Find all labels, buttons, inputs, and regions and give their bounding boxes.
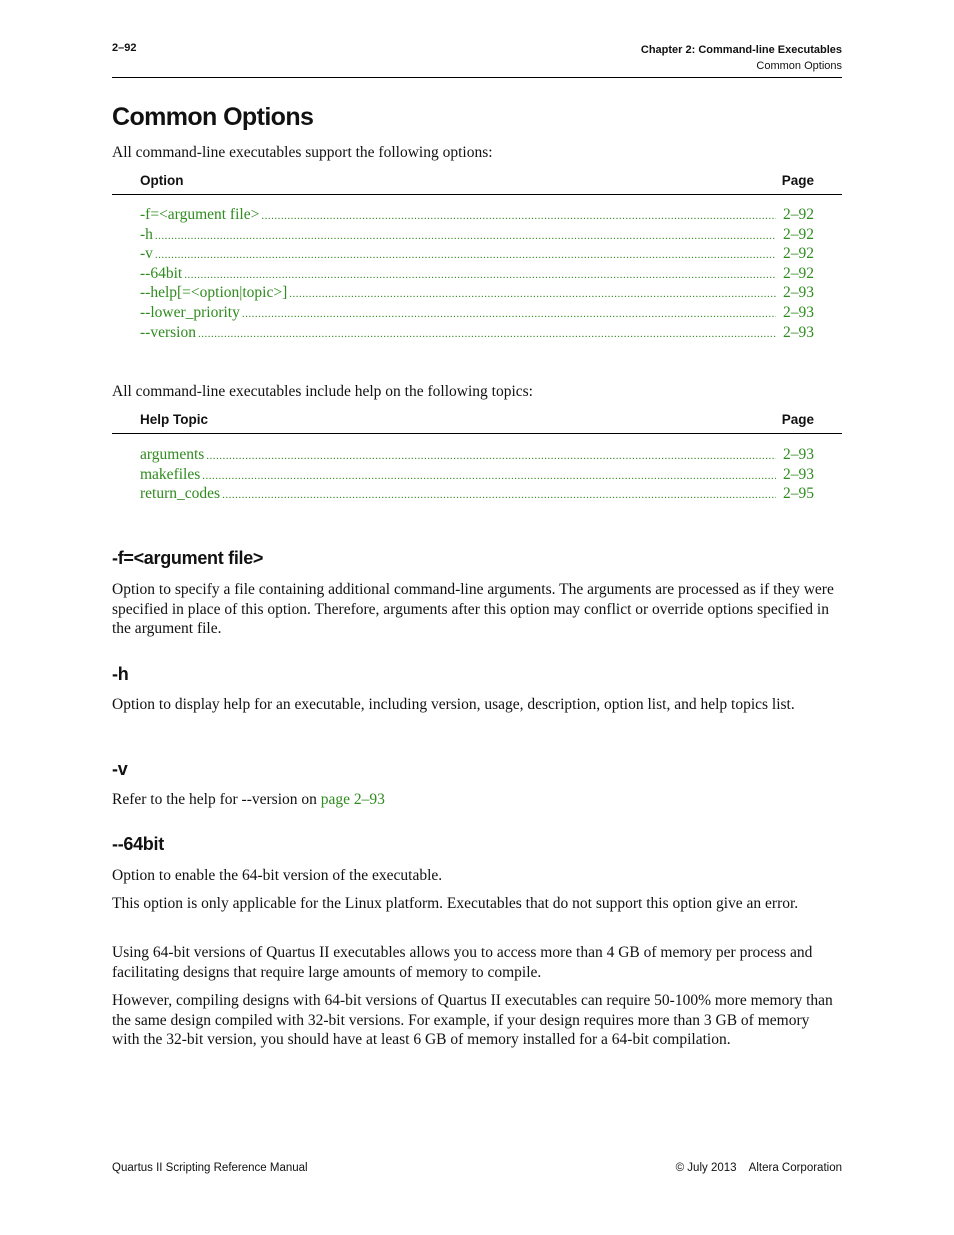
footer-copyright: © July 2013 Altera Corporation bbox=[675, 1162, 842, 1174]
running-header bbox=[641, 42, 842, 74]
col-page: Page bbox=[781, 412, 814, 427]
list-item[interactable]: -f=<argument file> ..... 2–92 bbox=[140, 206, 814, 226]
col-option: Option bbox=[140, 173, 184, 188]
options-table-header bbox=[140, 173, 814, 188]
section-body-64bit-1: Option to enable the 64-bit version of the executable. bbox=[112, 867, 443, 884]
section-heading-64bit: --64bit bbox=[112, 834, 164, 854]
page-number: 2–92 bbox=[112, 42, 137, 54]
section-body-64bit-2: This option is only applicable for the Linux platform. Executables that do not support this option give an error. bbox=[112, 895, 799, 912]
section-title: Common Options bbox=[756, 60, 842, 72]
section-heading-f: -f=<argument file> bbox=[112, 548, 264, 568]
list-item[interactable]: makefiles ..... 2–93 bbox=[140, 466, 814, 486]
list-item[interactable]: --64bit ..... 2–92 bbox=[140, 265, 814, 285]
list-item[interactable]: -h ..... 2–92 bbox=[140, 226, 814, 246]
list-item[interactable]: -v ..... 2–92 bbox=[140, 245, 814, 265]
topics-list bbox=[140, 446, 814, 505]
section-body-64bit-3: Using 64-bit versions of Quartus II executables allows you to access more than 4 GB of memory per process and facilitating designs that require large amounts of memory to compile. bbox=[112, 944, 813, 981]
section-heading-v: -v bbox=[112, 759, 128, 779]
options-list bbox=[140, 206, 814, 343]
chapter-title: Chapter 2: Command-line Executables bbox=[640, 44, 842, 56]
list-item[interactable]: --help[=<option|topic>] ..... 2–93 bbox=[140, 284, 814, 304]
list-item[interactable]: arguments ..... 2–93 bbox=[140, 446, 814, 466]
options-table-rule bbox=[112, 194, 842, 195]
options-intro: All command-line executables support the following options: bbox=[112, 144, 493, 161]
list-item[interactable]: --version ..... 2–93 bbox=[140, 324, 814, 344]
section-body-h: Option to display help for an executable, including version, usage, description, option list, and help topics list. bbox=[112, 696, 795, 713]
col-page: Page bbox=[781, 173, 814, 188]
section-body-v: Refer to the help for --version on page 2–93 bbox=[112, 791, 385, 808]
section-body-f: Option to specify a file containing additional command-line arguments. The arguments are processed as if they were specified in place of this option. Therefore, arguments after this option may conflict or override options specified in the argument file. bbox=[112, 581, 834, 637]
topics-table-header bbox=[140, 412, 814, 427]
page-link[interactable]: page 2–93 bbox=[320, 791, 385, 808]
footer-manual-title: Quartus II Scripting Reference Manual bbox=[112, 1162, 308, 1174]
topics-table-rule bbox=[112, 433, 842, 434]
topics-intro: All command-line executables include help on the following topics: bbox=[112, 383, 533, 400]
list-item[interactable]: --lower_priority ..... 2–93 bbox=[140, 304, 814, 324]
section-body-64bit-4: However, compiling designs with 64-bit versions of Quartus II executables can require 50-100% more memory than the same design compiled with 32-bit versions. For example, if your design requires more than 3 GB of memory with the 32-bit version, you should have at least 6 GB of memory installed for a 64-bit compilation. bbox=[112, 992, 833, 1048]
page-title: Common Options bbox=[112, 103, 314, 131]
header-rule bbox=[112, 77, 842, 78]
list-item[interactable]: return_codes ..... 2–95 bbox=[140, 485, 814, 505]
section-heading-h: -h bbox=[112, 664, 129, 684]
col-help-topic: Help Topic bbox=[140, 412, 209, 427]
